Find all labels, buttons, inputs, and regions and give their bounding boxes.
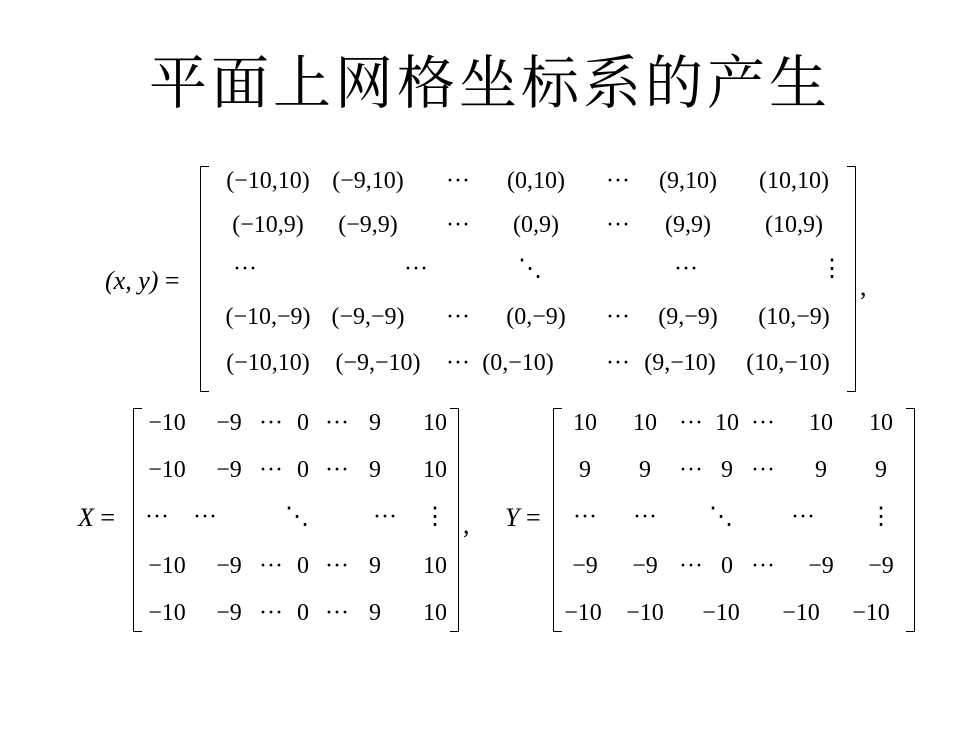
y-matrix-cell: 9	[721, 457, 733, 483]
x-matrix-cell: 0	[297, 600, 309, 626]
x-matrix-cell: 10	[423, 457, 447, 483]
x-matrix-cell: ⋱	[285, 504, 309, 530]
xy-left-bracket	[200, 166, 209, 392]
xy-matrix	[200, 166, 856, 392]
y-equals: =	[525, 503, 541, 532]
x-matrix-cell: 0	[297, 553, 309, 579]
xy-matrix-cell: (0,9)	[513, 212, 559, 238]
x-matrix-cell: −10	[148, 553, 186, 579]
x-matrix-cell: 9	[369, 410, 381, 436]
y-matrix-cell: −10	[626, 600, 664, 626]
y-matrix-cell: ···	[633, 504, 657, 530]
xy-matrix-cell: ···	[606, 168, 630, 194]
xy-matrix-cell: (9,9)	[665, 212, 711, 238]
x-matrix-cell: 0	[297, 457, 309, 483]
y-matrix-cell: 10	[809, 410, 833, 436]
x-matrix-cell: 10	[423, 410, 447, 436]
x-matrix-cell: ···	[145, 504, 169, 530]
y-matrix-cell: −9	[808, 553, 834, 579]
y-matrix-cell: ···	[679, 553, 703, 579]
xy-right-bracket	[847, 166, 856, 392]
y-matrix-cell: 0	[721, 553, 733, 579]
y-matrix-cell: −10	[564, 600, 602, 626]
xy-matrix-cell: (9,10)	[659, 168, 717, 194]
x-matrix-cell: −9	[216, 553, 242, 579]
xy-matrix-cell: (9,−9)	[658, 304, 718, 330]
xy-matrix-cell: (−10,10)	[226, 350, 310, 376]
xy-trailing-comma: ,	[860, 272, 867, 301]
y-right-bracket	[906, 408, 915, 632]
x-left-bracket	[133, 408, 142, 632]
xy-matrix-cell: (10,−10)	[746, 350, 830, 376]
x-matrix-cell: 0	[297, 410, 309, 436]
xy-matrix-cell: ···	[404, 256, 428, 282]
x-matrix-cell: −10	[148, 457, 186, 483]
y-left-bracket	[553, 408, 562, 632]
xy-matrix-cell: (10,−9)	[758, 304, 830, 330]
xy-matrix-cell: ···	[446, 350, 470, 376]
y-matrix-cell: 9	[639, 457, 651, 483]
x-matrix-cell: ···	[259, 410, 283, 436]
xy-lhs-vars: (x, y)	[105, 266, 159, 295]
xy-matrix-cell: ···	[606, 350, 630, 376]
x-matrix-cell: −9	[216, 600, 242, 626]
x-matrix-cell: ···	[259, 457, 283, 483]
y-matrix-cell: ···	[751, 457, 775, 483]
x-lhs	[78, 503, 115, 533]
y-matrix-cell: −10	[702, 600, 740, 626]
x-lhs-var: X	[78, 503, 94, 532]
xy-matrix-cell: (−10,−9)	[225, 304, 311, 330]
xy-matrix-cell: ···	[446, 212, 470, 238]
xy-matrix-cell: (−9,9)	[338, 212, 398, 238]
y-matrix-cell: 9	[875, 457, 887, 483]
y-matrix-cell: −9	[632, 553, 658, 579]
y-matrix-cell: ⋮	[869, 504, 893, 530]
y-matrix-cell: 10	[633, 410, 657, 436]
x-matrix-cell: ···	[325, 600, 349, 626]
y-matrix-cell: −9	[572, 553, 598, 579]
y-matrix-cell: −10	[852, 600, 890, 626]
y-matrix	[553, 408, 915, 632]
y-matrix-cell: ···	[573, 504, 597, 530]
x-matrix-cell: 10	[423, 600, 447, 626]
y-matrix-cell: 10	[869, 410, 893, 436]
xy-matrix-cell: (9,−10)	[644, 350, 716, 376]
x-matrix-cell: ···	[325, 410, 349, 436]
y-lhs	[505, 503, 541, 533]
xy-equals: =	[164, 266, 180, 295]
xy-matrix-cell: (−9,10)	[332, 168, 404, 194]
y-matrix-cell: 9	[815, 457, 827, 483]
x-right-bracket	[450, 408, 459, 632]
xy-matrix-cell: (−10,10)	[226, 168, 310, 194]
xy-matrix-cell: (−9,−9)	[331, 304, 405, 330]
x-matrix-cell: −10	[148, 410, 186, 436]
y-matrix-cell: ···	[679, 457, 703, 483]
x-matrix-cell: ···	[259, 600, 283, 626]
x-matrix-cell: ···	[373, 504, 397, 530]
x-matrix-cell: 9	[369, 457, 381, 483]
y-matrix-cell: ···	[679, 410, 703, 436]
y-matrix-cell: ···	[751, 553, 775, 579]
xy-matrix-cell: (0,−10)	[482, 350, 554, 376]
x-equals: =	[100, 503, 116, 532]
y-matrix-cell: −10	[782, 600, 820, 626]
y-matrix-cell: ⋱	[709, 504, 733, 530]
y-matrix-cell: 10	[715, 410, 739, 436]
x-matrix-cell: −10	[148, 600, 186, 626]
xy-matrix-cell: ···	[606, 304, 630, 330]
xy-matrix-cell: (10,10)	[759, 168, 829, 194]
x-matrix-cell: 10	[423, 553, 447, 579]
x-matrix-cell: ···	[193, 504, 217, 530]
x-matrix-cell: ···	[325, 553, 349, 579]
xy-matrix-cell: ⋱	[518, 256, 542, 282]
xy-matrix-cell: (−10,9)	[232, 212, 304, 238]
xy-matrix-cell: ···	[446, 304, 470, 330]
x-matrix-cell: ⋮	[423, 504, 447, 530]
y-matrix-cell: ···	[751, 410, 775, 436]
y-matrix-cell: ···	[791, 504, 815, 530]
xy-matrix-cell: ···	[606, 212, 630, 238]
xy-matrix-cell: ···	[446, 168, 470, 194]
y-matrix-cell: 10	[573, 410, 597, 436]
x-matrix-cell: 9	[369, 600, 381, 626]
y-matrix-cell: −9	[868, 553, 894, 579]
xy-matrix-cell: (−9,−10)	[335, 350, 421, 376]
x-matrix	[133, 408, 459, 632]
y-lhs-var: Y	[505, 503, 520, 532]
xy-matrix-cell: (0,10)	[507, 168, 565, 194]
x-matrix-cell: ···	[325, 457, 349, 483]
y-matrix-cell: 9	[579, 457, 591, 483]
xy-matrix-cell: (0,−9)	[506, 304, 566, 330]
x-matrix-cell: −9	[216, 457, 242, 483]
xy-matrix-cell: (10,9)	[765, 212, 823, 238]
xy-lhs	[105, 266, 180, 296]
x-matrix-cell: 9	[369, 553, 381, 579]
xy-matrix-cell: ···	[674, 256, 698, 282]
slide-title: 平面上网格坐标系的产生	[148, 49, 831, 117]
x-trailing-comma: ,	[463, 510, 470, 539]
x-matrix-cell: ···	[259, 553, 283, 579]
xy-matrix-cell: ⋮	[820, 256, 844, 282]
xy-matrix-cell: ···	[233, 256, 257, 282]
x-matrix-cell: −9	[216, 410, 242, 436]
